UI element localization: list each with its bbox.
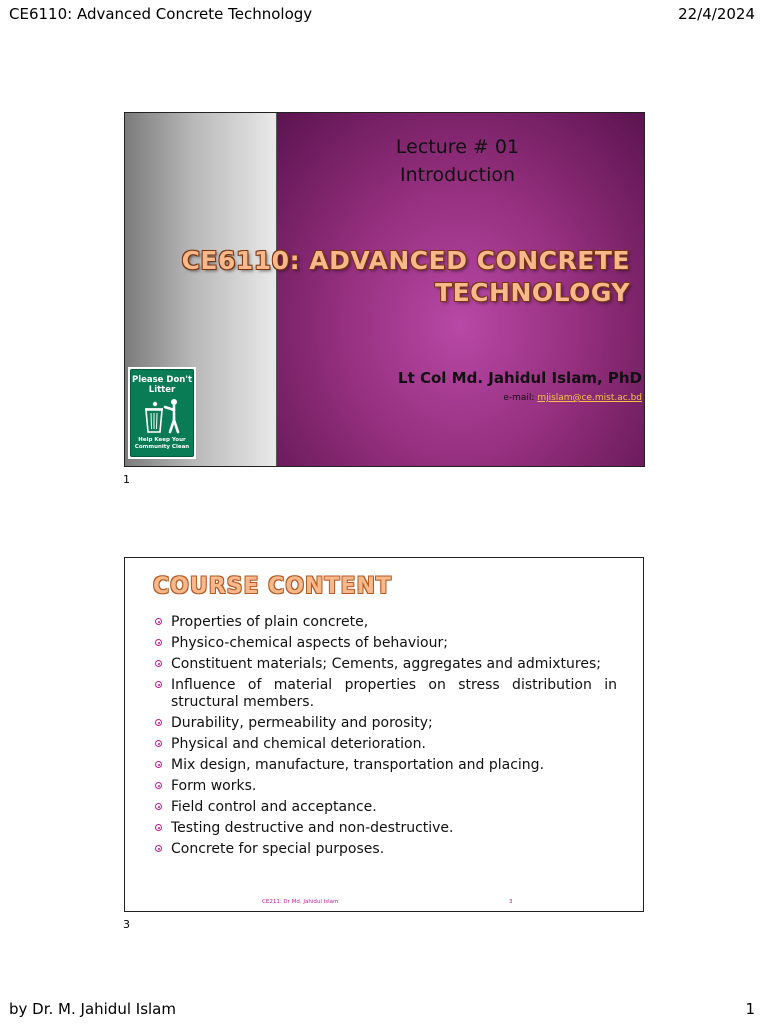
header-date: 22/4/2024 xyxy=(678,5,755,23)
email-link[interactable]: mjislam@ce.mist.ac.bd xyxy=(537,393,642,403)
bullet-icon xyxy=(155,782,162,789)
sign-bottom-line1: Help Keep Your xyxy=(138,437,186,443)
list-item-text: Testing destructive and non-destructive. xyxy=(171,820,454,836)
bullet-icon xyxy=(155,824,162,831)
course-title-line1: CE6110: ADVANCED CONCRETE xyxy=(181,246,630,275)
list-item xyxy=(155,778,617,795)
list-item-text: Durability, permeability and porosity; xyxy=(171,715,433,731)
list-item xyxy=(155,614,617,631)
list-item xyxy=(155,635,617,652)
no-litter-sign xyxy=(128,367,196,459)
list-item-text: Influence of material properties on stress distribution in structural members. xyxy=(171,677,617,710)
list-item xyxy=(155,820,617,837)
sign-bottom-text xyxy=(131,437,193,451)
header-course-title: CE6110: Advanced Concrete Technology xyxy=(9,5,313,23)
list-item xyxy=(155,677,617,711)
list-item xyxy=(155,799,617,816)
lecture-number: Lecture # 01 xyxy=(395,136,520,158)
slide-title xyxy=(124,112,645,467)
list-item-text: Field control and acceptance. xyxy=(171,799,377,815)
slide-footer-number: 3 xyxy=(509,899,513,905)
course-content-title: COURSE CONTENT xyxy=(153,574,392,599)
course-title xyxy=(182,245,630,309)
bullet-icon xyxy=(155,761,162,768)
sign-bottom-line2: Community Clean xyxy=(134,444,190,450)
list-item xyxy=(155,736,617,753)
list-item-text: Properties of plain concrete, xyxy=(171,614,369,630)
bullet-icon xyxy=(155,660,162,667)
bullet-icon xyxy=(155,719,162,726)
footer-page-number: 1 xyxy=(745,1000,755,1018)
bullet-icon xyxy=(155,681,162,688)
slide-course-content xyxy=(124,557,644,912)
lecture-heading xyxy=(355,133,560,189)
bullet-icon xyxy=(155,803,162,810)
list-item-text: Concrete for special purposes. xyxy=(171,841,385,857)
list-item-text: Mix design, manufacture, transportation and placing. xyxy=(171,757,545,773)
list-item-text: Physico-chemical aspects of behaviour; xyxy=(171,635,448,651)
sign-panel xyxy=(130,369,194,457)
trash-bin-icon xyxy=(143,398,183,434)
course-content-list xyxy=(155,614,617,862)
bullet-icon xyxy=(155,845,162,852)
email-label: e-mail: xyxy=(503,393,535,403)
footer-author: by Dr. M. Jahidul Islam xyxy=(9,1000,176,1018)
sign-top-line2: Litter xyxy=(148,385,176,395)
list-item xyxy=(155,715,617,732)
list-item-text: Physical and chemical deterioration. xyxy=(171,736,426,752)
bullet-icon xyxy=(155,740,162,747)
slide-number-1: 1 xyxy=(123,473,130,486)
list-item xyxy=(155,757,617,774)
bullet-icon xyxy=(155,639,162,646)
list-item-text: Constituent materials; Cements, aggregates and admixtures; xyxy=(171,656,601,672)
list-item xyxy=(155,656,617,673)
sign-top-line1: Please Don't xyxy=(131,375,193,385)
list-item-text: Form works. xyxy=(171,778,257,794)
sign-top-text xyxy=(131,370,193,395)
author-name: Lt Col Md. Jahidul Islam, PhD xyxy=(398,369,642,387)
slide-footer-author: CE211: Dr Md. Jahidul Islam xyxy=(262,899,339,905)
slide-number-3: 3 xyxy=(123,918,130,931)
course-title-line2: TECHNOLOGY xyxy=(435,278,630,307)
bullet-icon xyxy=(155,618,162,625)
list-item xyxy=(155,841,617,858)
email-row xyxy=(503,393,642,403)
lecture-topic: Introduction xyxy=(399,164,516,186)
